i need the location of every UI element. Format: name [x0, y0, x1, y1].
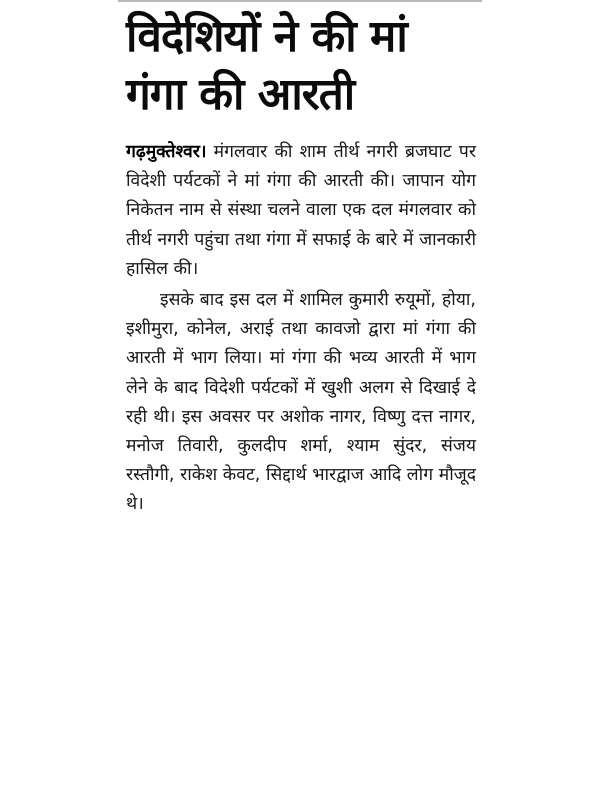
article-body	[126, 138, 476, 520]
headline-line-2: गंगा की आरती	[126, 69, 355, 120]
dateline: गढ़मुक्तेश्वर।	[126, 142, 207, 162]
news-clipping	[118, 0, 482, 770]
headline	[126, 8, 476, 124]
headline-line-1: विदेशियों ने की मां	[126, 11, 407, 62]
paragraph-1	[126, 138, 476, 284]
paragraph-1-text: मंगलवार की शाम तीर्थ नगरी ब्रजघाट पर विदेशी पर्यटकों ने मां गंगा की आरती की। जापान योग निकेतन नाम से संस्था चलने वाला एक दल मंगलवार को तीर्थ नगरी पहुंचा तथा गंगा में सफाई के बारे में जानकारी हासिल की।	[126, 142, 476, 279]
paragraph-2: इसके बाद इस दल में शामिल कुमारी रुयूमों, होया, इशीमुरा, कोनेल, अराई तथा कावजो द्वारा मां गंगा की आरती में भाग लिया। मां गंगा की भव्य आरती में भाग लेने के बाद विदेशी पर्यटकों में खुशी अलग से दिखाई दे रही थी। इस अवसर पर अशोक नागर, विष्णु दत्त नागर, मनोज तिवारी, कुलदीप शर्मा, श्याम सुंदर, संजय रस्तौगी, राकेश केवट, सिद्दार्थ भारद्वाज आदि लोग मौजूद थे।	[126, 290, 476, 515]
